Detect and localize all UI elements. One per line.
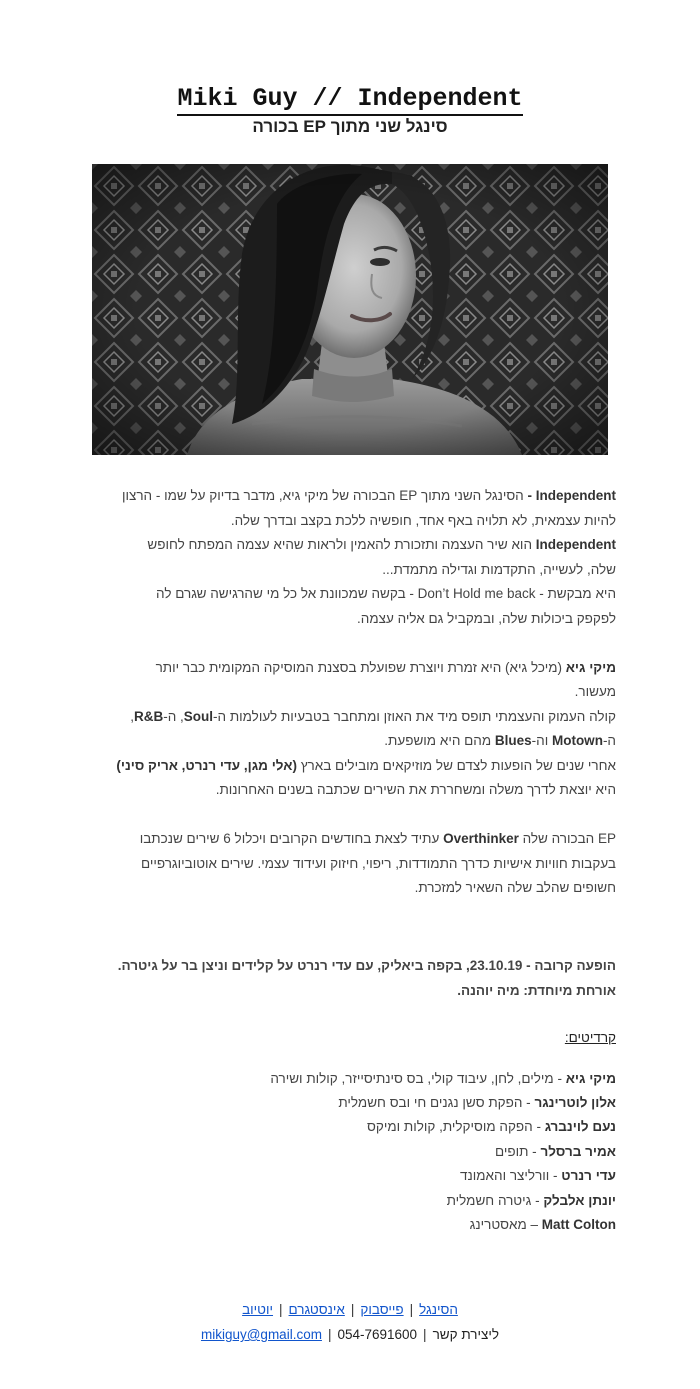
ep-paragraph bbox=[116, 827, 616, 901]
ep-text-a: EP הבכורה שלה bbox=[518, 831, 616, 846]
credit-role: - גיטרה חשמלית bbox=[446, 1192, 544, 1208]
bio-paragraph-3 bbox=[116, 754, 616, 803]
link-facebook[interactable]: פייסבוק bbox=[360, 1302, 404, 1317]
bio-paragraph-2 bbox=[116, 705, 616, 754]
genre-blues: Blues bbox=[494, 733, 532, 748]
credits-title bbox=[116, 1026, 616, 1051]
bio-musicians: (אלי מגן, עדי רנרט, אריק סיני) bbox=[116, 757, 297, 773]
bio-text-2a: קולה העמוק והעצמתי תופס מיד את האוזן ומתחבר בטבעיות לעולמות ה- bbox=[213, 708, 616, 724]
intro-bold-2: Independent bbox=[535, 537, 616, 552]
intro-paragraph-3: היא מבקשת - Don’t Hold me back - בקשה שמכוונת אל כל מי שהרגישה שגרם לה לפקפק ביכולות שלה, ובמקביל גם אליה עצמה. bbox=[156, 586, 616, 626]
credit-row bbox=[116, 1091, 616, 1115]
contact-line bbox=[0, 1327, 700, 1342]
link-separator: | bbox=[409, 1302, 414, 1317]
bio-text-3: אחרי שנים של הופעות לצדם של מוזיקאים מובילים בארץ bbox=[296, 757, 616, 773]
intro-paragraph-2 bbox=[116, 533, 616, 582]
bio-paragraph-1 bbox=[116, 656, 616, 705]
genre-motown: Motown bbox=[551, 733, 603, 748]
artist-photo-image bbox=[92, 164, 608, 455]
bio-text-1: (מיכל גיא) היא זמרת ויוצרת שפועלת בסצנת המוסיקה המקומית כבר יותר מעשור. bbox=[155, 659, 616, 699]
credit-row bbox=[116, 1213, 616, 1237]
ep-title: Overthinker bbox=[443, 831, 519, 846]
credit-name: אמיר ברסלר bbox=[540, 1143, 616, 1159]
contact-email-link[interactable]: mikiguy@gmail.com bbox=[200, 1327, 322, 1342]
event-line-2: אורחת מיוחדת: מיה יוהנה. bbox=[457, 982, 616, 998]
credit-row bbox=[116, 1115, 616, 1139]
link-single[interactable]: הסינגל bbox=[419, 1302, 458, 1317]
credit-row bbox=[116, 1140, 616, 1164]
credit-name: יונתן אלבלק bbox=[543, 1192, 616, 1208]
event-line-1: הופעה קרובה - 23.10.19, בקפה ביאליק, עם עדי רנרט על קלידים וניצן בר על גיטרה. bbox=[117, 958, 616, 973]
intro-text-2: הוא שיר העצמה ותזכורת להאמין ולראות שהיא עצמה המפתח לחופש שלה, לעשייה, התקדמות וגדילה מתמדת... bbox=[147, 537, 616, 577]
bio-name: מיקי גיא bbox=[565, 659, 616, 675]
credit-role: - מילים, לחן, עיבוד קולי, בס סינתיסייזר, קולות ושירה bbox=[270, 1070, 566, 1086]
page-title bbox=[0, 84, 700, 113]
link-instagram[interactable]: אינסטגרם bbox=[288, 1302, 345, 1317]
artist-photo bbox=[92, 164, 608, 455]
bio-text-2c: , ה- bbox=[130, 708, 616, 748]
link-youtube[interactable]: יוטיוב bbox=[242, 1302, 274, 1317]
intro-bold-1: Independent - bbox=[527, 488, 616, 503]
credit-row bbox=[116, 1164, 616, 1188]
credit-name: אלון לוטרינגר bbox=[534, 1094, 616, 1110]
genre-rnb: R&B bbox=[133, 708, 164, 724]
intro-text-1: הסינגל השני מתוך EP הבכורה של מיקי גיא, מדבר בדיוק על שמו - הרצון להיות עצמאית, לא תלויה באף אחד, חופשיה ללכת בקצב ובדרך שלה. bbox=[121, 488, 616, 528]
link-separator: | bbox=[350, 1302, 355, 1317]
intro-section bbox=[116, 484, 616, 901]
contact-separator: | bbox=[423, 1327, 427, 1342]
credit-role: - תופים bbox=[494, 1143, 541, 1159]
credits-section bbox=[116, 1026, 616, 1237]
credit-role: - וורליצר והאמונד bbox=[460, 1168, 562, 1184]
contact-label: ליצירת קשר bbox=[432, 1327, 500, 1342]
bio-text-3-end: היא יוצאת לדרך משלה ומשחררת את השירים שכתבה בשנים האחרונות. bbox=[215, 782, 616, 797]
credit-name: Matt Colton bbox=[541, 1216, 616, 1232]
credit-name: נעם לוינברג bbox=[544, 1119, 616, 1135]
credits-title-text: קרדיטים: bbox=[564, 1030, 616, 1045]
link-separator: | bbox=[279, 1302, 283, 1317]
contact-phone: 054-7691600 bbox=[337, 1327, 418, 1342]
credit-row bbox=[116, 1067, 616, 1091]
bio-text-2d: וה- bbox=[531, 733, 552, 748]
contact-separator: | bbox=[327, 1327, 332, 1342]
credit-name: עדי רנרט bbox=[561, 1168, 616, 1184]
genre-soul: Soul bbox=[183, 708, 214, 724]
credit-row bbox=[116, 1189, 616, 1213]
event-section bbox=[116, 954, 616, 1003]
ep-text-b: עתיד לצאת בחודשים הקרובים ויכלול 6 שירים שנכתבו בעקבות חוויות אישיות כדרך התמודדות, ריפוי, חיזוק ועידוד עצמי. שירים אוטוביוגרפיים חשופים שהלב שלה השאיר למזכרת. bbox=[139, 831, 616, 895]
bio-text-2b: , ה- bbox=[163, 708, 184, 724]
page-subtitle: סינגל שני מתוך EP בכורה bbox=[252, 117, 448, 136]
credit-role: - הפקת סשן נגנים חי ובס חשמלית bbox=[338, 1094, 535, 1110]
credit-role: – מאסטרינג bbox=[469, 1216, 542, 1232]
page-title-text: Miki Guy // Independent bbox=[177, 84, 522, 116]
social-links bbox=[0, 1302, 700, 1317]
credit-role: - הפקה מוסיקלית, קולות ומיקס bbox=[367, 1119, 545, 1135]
intro-paragraph-1 bbox=[116, 484, 616, 533]
bio-text-2e: מהם היא מושפעת. bbox=[384, 733, 495, 748]
credit-name: מיקי גיא bbox=[565, 1070, 616, 1086]
